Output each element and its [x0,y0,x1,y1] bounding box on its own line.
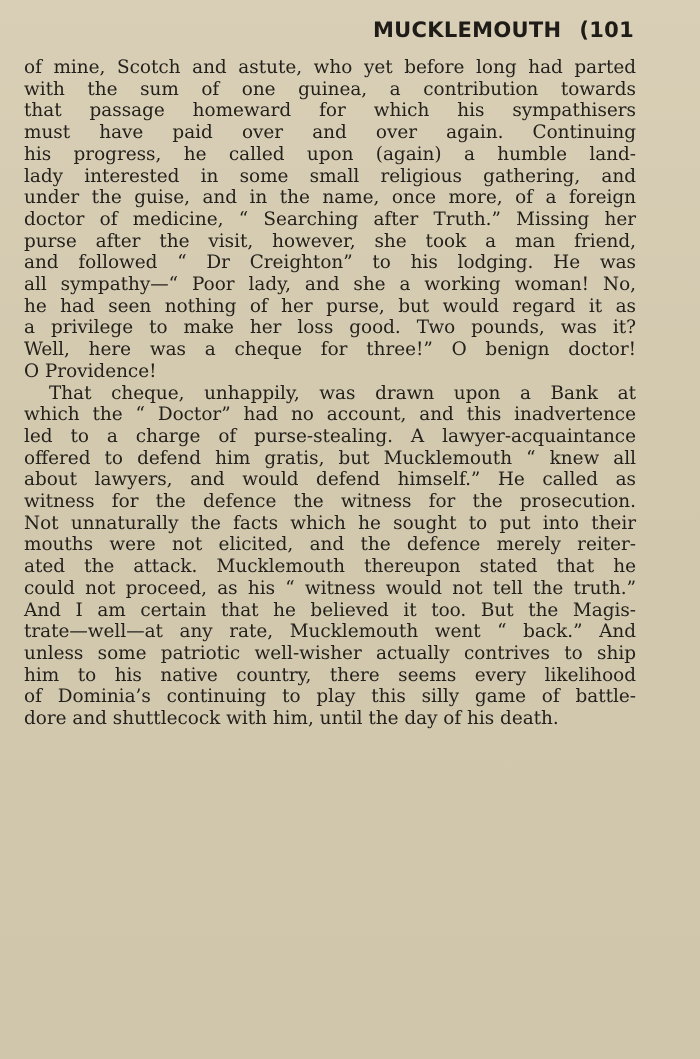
text-line: offered to defend him gratis, but Mucklemouth “ knew all [24,447,636,469]
text-line: That cheque, unhappily, was drawn upon a Bank at [49,382,636,404]
text-line: under the guise, and in the name, once more, of a foreign [24,187,636,209]
text-line: lady interested in some small religious gathering, and [24,165,636,187]
text-line: mouths were not elicited, and the defence merely reiter- [24,534,636,556]
text-line: of mine, Scotch and astute, who yet before long had parted [24,57,636,78]
page-number: (101 [579,18,634,42]
text-line: ated the attack. Mucklemouth thereupon stated that he [24,556,636,578]
body-text [24,57,636,730]
running-header [373,18,634,42]
text-line: And I am certain that he believed it too. But the Magis- [24,599,636,621]
text-line: him to his native country, there seems every likelihood [24,664,636,686]
text-line: doctor of medicine, “ Searching after Truth.” Missing her [24,208,636,230]
chapter-title: MUCKLEMOUTH [372,18,562,42]
text-line: a privilege to make her loss good. Two pounds, was it? [24,317,636,339]
text-line: unless some patriotic well-wisher actually contrives to ship [24,642,636,664]
text-line: his progress, he called upon (again) a humble land- [24,143,636,165]
text-line: with the sum of one guinea, a contribution towards [24,78,636,100]
text-line: purse after the visit, however, she took a man friend, [24,230,636,252]
text-line: could not proceed, as his “ witness would not tell the truth.” [24,577,636,599]
text-line: witness for the defence the witness for the prosecution. [24,491,636,513]
text-line: about lawyers, and would defend himself.” He called as [24,469,636,491]
text-line: all sympathy—“ Poor lady, and she a working woman! No, [24,274,636,296]
text-line: trate—well—at any rate, Mucklemouth went “ back.” And [24,621,636,643]
text-line: Not unnaturally the facts which he sought to put into their [24,512,636,534]
paragraph [24,383,636,730]
text-line: he had seen nothing of her purse, but would regard it as [24,295,636,317]
text-line: of Dominia’s continuing to play this silly game of battle- [24,686,636,708]
text-line: Well, here was a cheque for three!” O benign doctor! [24,339,636,361]
text-line: must have paid over and over again. Continuing [24,122,636,144]
text-line: led to a charge of purse-stealing. A lawyer-acquaintance [24,425,636,447]
text-line: and followed “ Dr Creighton” to his lodging. He was [24,252,636,274]
text-line: dore and shuttlecock with him, until the day of his death. [24,708,559,730]
text-line: that passage homeward for which his sympathisers [24,100,636,122]
paragraph [24,57,636,383]
text-line: O Providence! [24,360,157,382]
text-line: which the “ Doctor” had no account, and this inadvertence [24,404,636,426]
